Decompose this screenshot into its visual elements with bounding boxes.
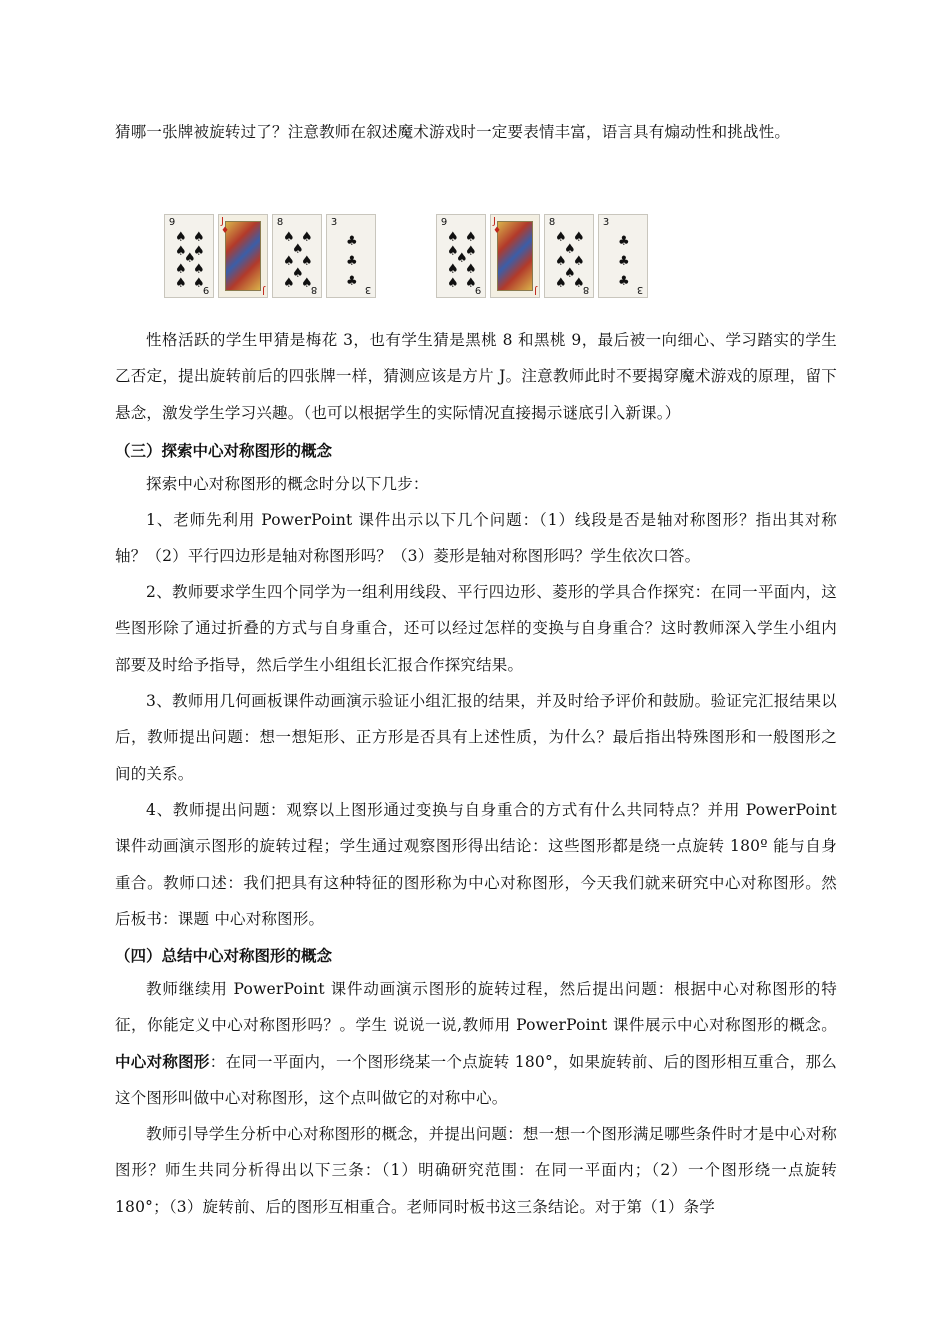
card-pip-icon: ♣ bbox=[618, 254, 630, 269]
card-pip-icon: ♠ bbox=[573, 254, 585, 269]
definition-lead-text: 教师继续用 PowerPoint 课件动画演示图形的旋转过程，然后提出问题：根据中心对称图形的特征，你能定义中心对称图形吗？。学生 说说一说,教师用 PowerPoint 课件展示中心对称图形的概念。 bbox=[115, 980, 837, 1035]
card-pip-icon: ♠ bbox=[465, 262, 477, 277]
card-pip-icon: ♠ bbox=[184, 251, 196, 266]
playing-card-after-3 bbox=[544, 214, 594, 298]
card-pip-icon: ♠ bbox=[564, 266, 576, 281]
card-rank: 3 bbox=[636, 284, 644, 295]
card-rank: 9 bbox=[440, 217, 448, 228]
playing-card-after-1 bbox=[436, 214, 486, 298]
paragraph-step-3: 3、教师用几何画板课件动画演示验证小组汇报的结果，并及时给予评价和鼓励。验证完汇报结果以后，教师提出问题：想一想矩形、正方形是否具有上述性质，为什么？最后指出特殊图形和一般图形之间的关系。 bbox=[115, 692, 837, 783]
card-pip-icon: ♣ bbox=[618, 234, 630, 249]
card-pip-icon: ♠ bbox=[447, 244, 459, 259]
card-pip-icon: ♠ bbox=[301, 230, 313, 245]
card-rank: J bbox=[221, 216, 224, 227]
card-pip-icon: ♠ bbox=[555, 276, 567, 291]
card-rank: J bbox=[493, 216, 496, 227]
card-rank: J bbox=[534, 285, 537, 296]
card-rank: 9 bbox=[202, 284, 210, 295]
card-pip-icon: ♠ bbox=[193, 244, 205, 259]
paragraph-step-4: 4、教师提出问题：观察以上图形通过变换与自身重合的方式有什么共同特点？并用 PowerPoint 课件动画演示图形的旋转过程；学生通过观察图形得出结论：这些图形都是绕一点旋转 180º 能与自身重合。教师口述：我们把具有这种特征的图形称为中心对称图形，今天我们就来研究中心对称图形。然后板书：课题 中心对称图形。 bbox=[115, 801, 837, 928]
intro-line: 猜哪一张牌被旋转过了？注意教师在叙述魔术游戏时一定要表情丰富，语言具有煽动性和挑战性。 bbox=[115, 123, 791, 141]
card-pip-icon: ♠ bbox=[465, 276, 477, 291]
card-rank: 8 bbox=[548, 217, 556, 228]
playing-card-before-2 bbox=[218, 214, 268, 298]
card-pip-icon: ♠ bbox=[555, 230, 567, 245]
section-heading-3: （三）探索中心对称图形的概念 bbox=[115, 442, 333, 460]
card-rank: 8 bbox=[310, 284, 318, 295]
card-pip-icon: ♠ bbox=[283, 254, 295, 269]
card-rank: 9 bbox=[168, 217, 176, 228]
paragraph-definition bbox=[115, 971, 837, 1116]
definition-term: 中心对称图形 bbox=[115, 1052, 210, 1071]
paragraph-step-2: 2、教师要求学生四个同学为一组利用线段、平行四边形、菱形的学具合作探究：在同一平面内，这些图形除了通过折叠的方式与自身重合，还可以经过怎样的变换与自身重合？这时教师深入学生小组内部要及时给予指导，然后学生小组组长汇报合作探究结果。 bbox=[115, 583, 837, 674]
card-pip-icon: ♠ bbox=[456, 251, 468, 266]
playing-card-after-4 bbox=[598, 214, 648, 298]
card-face-art bbox=[225, 221, 261, 291]
card-pip-icon: ♣ bbox=[618, 274, 630, 289]
card-pip-icon: ♠ bbox=[283, 276, 295, 291]
card-pip-icon: ♠ bbox=[555, 254, 567, 269]
card-pip-icon: ♠ bbox=[175, 230, 187, 245]
card-pip-icon: ♠ bbox=[465, 244, 477, 259]
card-rank: 9 bbox=[474, 284, 482, 295]
card-pip-icon: ♠ bbox=[301, 254, 313, 269]
card-rank: 3 bbox=[602, 217, 610, 228]
card-pip-icon: ♠ bbox=[193, 276, 205, 291]
card-pip-icon: ♠ bbox=[175, 276, 187, 291]
card-group-before bbox=[164, 214, 376, 300]
card-pip-icon: ♠ bbox=[193, 230, 205, 245]
card-pip-icon: ♠ bbox=[573, 230, 585, 245]
card-suit-icon: ♦ bbox=[493, 226, 502, 236]
card-rank: 8 bbox=[582, 284, 590, 295]
card-pip-icon: ♠ bbox=[301, 276, 313, 291]
paragraph-steps-intro: 探索中心对称图形的概念时分以下几步： bbox=[146, 475, 429, 493]
card-pip-icon: ♠ bbox=[564, 242, 576, 257]
card-pip-icon: ♠ bbox=[283, 230, 295, 245]
playing-card-after-2 bbox=[490, 214, 540, 298]
card-pip-icon: ♠ bbox=[292, 266, 304, 281]
card-pip-icon: ♠ bbox=[447, 276, 459, 291]
card-group-after bbox=[436, 214, 648, 300]
playing-card-before-1 bbox=[164, 214, 214, 298]
card-rank: 8 bbox=[276, 217, 284, 228]
card-pip-icon: ♣ bbox=[346, 274, 358, 289]
card-rank: 3 bbox=[330, 217, 338, 228]
section-heading-4: （四）总结中心对称图形的概念 bbox=[115, 947, 333, 965]
paragraph-student-guess: 性格活跃的学生甲猜是梅花 3，也有学生猜是黑桃 8 和黑桃 9，最后被一向细心、学习踏实的学生乙否定，提出旋转前后的四张牌一样，猜测应该是方片 J。注意教师此时不要揭穿魔术游戏的原理，留下悬念，激发学生学习兴趣。（也可以根据学生的实际情况直接揭示谜底引入新课。） bbox=[115, 331, 837, 422]
card-face-art bbox=[497, 221, 533, 291]
card-pip-icon: ♣ bbox=[346, 254, 358, 269]
card-rank: J bbox=[262, 285, 265, 296]
card-pip-icon: ♠ bbox=[573, 276, 585, 291]
card-pip-icon: ♠ bbox=[193, 262, 205, 277]
playing-card-before-4 bbox=[326, 214, 376, 298]
paragraph-analysis: 教师引导学生分析中心对称图形的概念，并提出问题：想一想一个图形满足哪些条件时才是中心对称图形？师生共同分析得出以下三条：（1）明确研究范围：在同一平面内；（2）一个图形绕一点旋转 180°；（3）旋转前、后的图形互相重合。老师同时板书这三条结论。对于第（1）条学 bbox=[115, 1125, 837, 1216]
playing-card-before-3 bbox=[272, 214, 322, 298]
card-pip-icon: ♠ bbox=[175, 244, 187, 259]
card-pip-icon: ♣ bbox=[346, 234, 358, 249]
card-pip-icon: ♠ bbox=[465, 230, 477, 245]
card-pip-icon: ♠ bbox=[175, 262, 187, 277]
card-pip-icon: ♠ bbox=[292, 242, 304, 257]
card-rank: 3 bbox=[364, 284, 372, 295]
card-pip-icon: ♠ bbox=[447, 230, 459, 245]
paragraph-step-1: 1、老师先利用 PowerPoint 课件出示以下几个问题：（1）线段是否是轴对称图形？指出其对称轴？（2）平行四边形是轴对称图形吗？（3）菱形是轴对称图形吗？学生依次口答。 bbox=[115, 511, 837, 566]
card-suit-icon: ♦ bbox=[221, 226, 230, 236]
card-pip-icon: ♠ bbox=[447, 262, 459, 277]
definition-body-text: ：在同一平面内，一个图形绕某一个点旋转 180°，如果旋转前、后的图形相互重合，那么这个图形叫做中心对称图形，这个点叫做它的对称中心。 bbox=[115, 1052, 837, 1107]
